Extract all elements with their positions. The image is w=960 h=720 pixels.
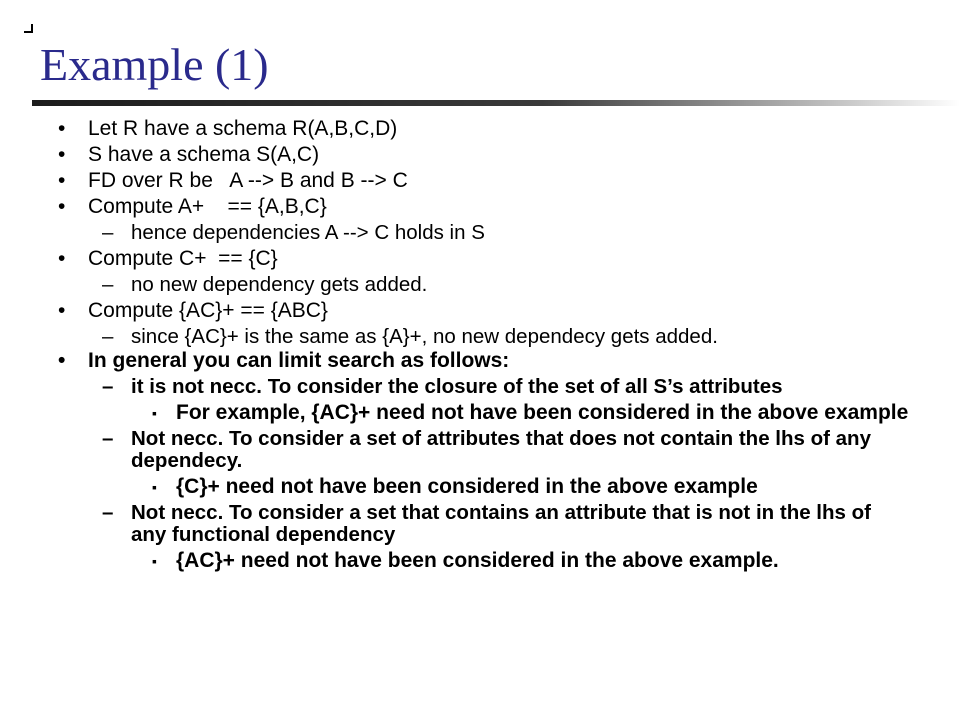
dash-marker: – [102, 273, 114, 296]
bullet-marker: • [58, 195, 66, 218]
bullet-item-bold [0, 350, 960, 372]
square-bullet-text: For example, {AC}+ need not have been considered in the above example [176, 401, 909, 424]
bullet-item [0, 168, 960, 194]
bullet-marker: • [58, 299, 66, 322]
corner-mark [24, 24, 33, 33]
sub-bullet-text: hence dependencies A --> C holds in S [131, 221, 485, 244]
bullet-text: Compute C+ == {C} [88, 247, 278, 270]
bullet-text: In general you can limit search as follows: [88, 349, 510, 372]
square-bullet-text: {C}+ need not have been considered in the above example [176, 475, 758, 498]
dash-marker: – [102, 427, 114, 450]
square-bullet-item [0, 402, 916, 424]
dash-marker: – [102, 221, 114, 244]
dash-marker: – [102, 375, 114, 398]
bullet-marker: • [58, 169, 66, 192]
square-bullet-text: {AC}+ need not have been considered in the above example. [176, 549, 779, 572]
square-bullet-item [0, 476, 836, 498]
bullet-item [0, 298, 960, 324]
sub-bullet-text: Not necc. To consider a set of attributes that does not contain the lhs of any dependecy. [131, 427, 871, 472]
sub-bullet-text: it is not necc. To consider the closure of the set of all S’s attributes [131, 375, 783, 398]
dash-marker: – [102, 325, 114, 348]
bullet-item [0, 246, 960, 272]
square-bullet-marker: ▪ [152, 479, 157, 495]
square-bullet-item [0, 550, 856, 572]
sub-bullet-item-bold [0, 376, 891, 398]
sub-bullet-item-bold [0, 428, 921, 472]
bullet-marker: • [58, 117, 66, 140]
bullet-text: Compute {AC}+ == {ABC} [88, 299, 328, 322]
dash-marker: – [102, 501, 114, 524]
slide-content [0, 116, 960, 572]
bullet-text: Let R have a schema R(A,B,C,D) [88, 117, 398, 140]
bullet-item [0, 194, 960, 220]
sub-bullet-item [0, 324, 960, 350]
sub-bullet-text: no new dependency gets added. [131, 273, 428, 296]
bullet-marker: • [58, 349, 66, 372]
sub-bullet-item [0, 220, 960, 246]
square-bullet-marker: ▪ [152, 405, 157, 421]
sub-bullet-text: since {AC}+ is the same as {A}+, no new dependecy gets added. [131, 325, 718, 348]
bullet-marker: • [58, 143, 66, 166]
sub-bullet-text: Not necc. To consider a set that contains an attribute that is not in the lhs of any functional dependency [131, 501, 871, 546]
title-underline [32, 100, 960, 106]
slide-title: Example (1) [40, 39, 269, 90]
bullet-text: Compute A+ == {A,B,C} [88, 195, 327, 218]
bullet-marker: • [58, 247, 66, 270]
bullet-text: S have a schema S(A,C) [88, 143, 320, 166]
bullet-text: FD over R be A --> B and B --> C [88, 169, 408, 192]
sub-bullet-item [0, 272, 960, 298]
bullet-item [0, 142, 960, 168]
sub-bullet-item-bold [0, 502, 901, 546]
bullet-item [0, 116, 960, 142]
square-bullet-marker: ▪ [152, 553, 157, 569]
